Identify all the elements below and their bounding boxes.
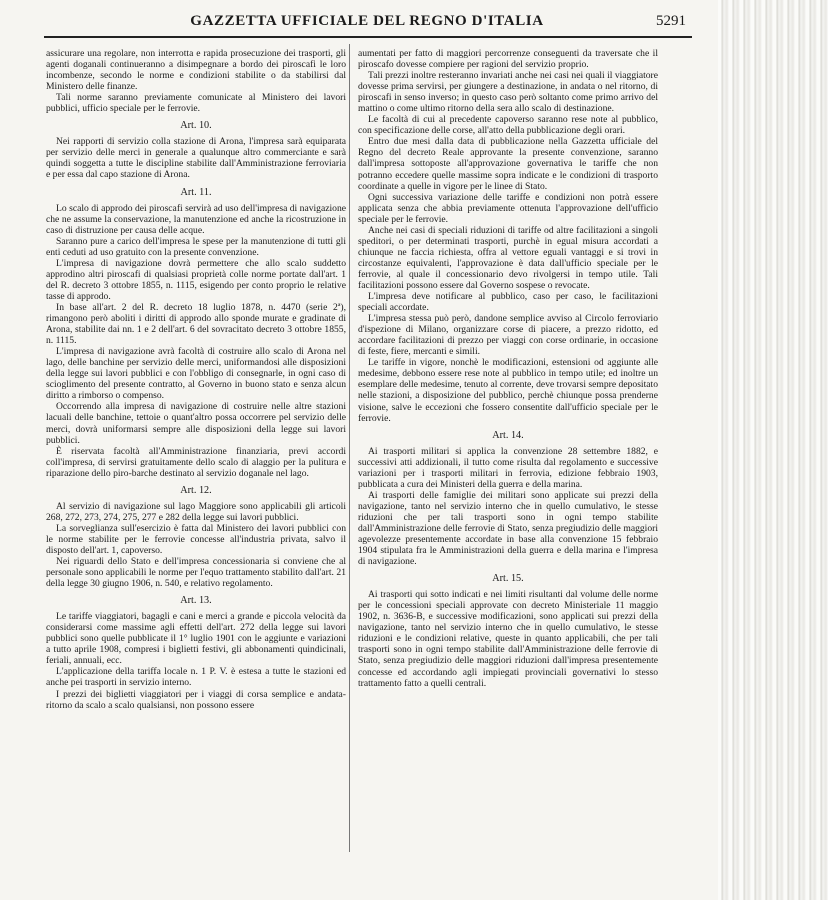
paragraph: Saranno pure a carico dell'impresa le spese per la manutenzione di tutti gli enti ceduti ad uso gratuito con la presente convenzione. bbox=[46, 235, 346, 258]
paragraph: L'impresa deve notificare al pubblico, caso per caso, le facilitazioni speciali accordate. bbox=[358, 291, 658, 314]
article-heading: Art. 11. bbox=[180, 186, 212, 198]
paragraph: Le tariffe viaggiatori, bagagli e cani e merci a grande e piccola velocità da considerarsi come massime agli effetti dell'art. 272 della legge sui lavori pubblici sono quelle pubblicate il 1° luglio 1901 con le aggiunte e variazioni a tutto aprile 1908, compresi i biglietti festivi, gli abbonamenti quindicinali, feriali, annuali, ecc. bbox=[46, 611, 346, 667]
paragraph: L'impresa stessa può però, dandone semplice avviso al Circolo ferroviario d'ispezione di Milano, organizzare corse di piacere, a prezzo ridotto, ed accordare facilitazioni di prezzo per viaggi con corse ordinarie, in occasione di feste, fiere, mercanti e simili. bbox=[358, 313, 658, 358]
article-heading: Art. 10. bbox=[180, 120, 212, 132]
right-column bbox=[358, 48, 658, 898]
paragraph: Occorrendo alla impresa di navigazione di costruire nelle altre stazioni lacuali delle banchine, tettoie o quant'altro possa occorrere pel servizio delle merci, dovrà uniformarsi sempre alle disposizioni della legge sui lavori pubblici. bbox=[46, 401, 346, 446]
page-header bbox=[40, 12, 694, 34]
article-heading: Art. 14. bbox=[492, 429, 524, 441]
paragraph: Ogni successiva variazione delle tariffe e condizioni non potrà essere applicata senza che abbia previamente ottenuta l'approvazione dell'ufficio speciale per le ferrovie. bbox=[358, 191, 658, 225]
paragraph: La sorveglianza sull'esercizio è fatta dal Ministero dei lavori pubblici con le norme stabilite per le ferrovie concesse all'industria privata, salvo il disposto dell'art. 1, capoverso. bbox=[46, 522, 346, 556]
paragraph: Al servizio di navigazione sul lago Maggiore sono applicabili gli articoli 268, 272, 273, 274, 275, 277 e 282 della legge sui lavori pubblici. bbox=[46, 500, 346, 523]
paragraph: I prezzi dei biglietti viaggiatori per i viaggi di corsa semplice e andata-ritorno da scalo a scalo qualsiansi, non possono essere bbox=[46, 688, 346, 711]
gazette-title: GAZZETTA UFFICIALE DEL REGNO D'ITALIA bbox=[190, 13, 544, 29]
paragraph: L'impresa di navigazione avrà facoltà di costruire allo scalo di Arona nel lago, delle banchine per servizio delle merci, uniformandosi alle disposizioni della legge sui lavori pubblici e con l'obbligo di consegnarle, in ogni caso di scioglimento del presente contratto, al Governo in buono stato e senza alcun diritto a rimborso o compenso. bbox=[46, 346, 346, 402]
paragraph: Anche nei casi di speciali riduzioni di tariffe od altre facilitazioni a singoli speditori, o per determinati trasporti, purchè in egual misura accordati a chiunque ne faccia richiesta, offra al vettore eguali vantaggi e si trovi in circostanze equivalenti, l'approvazione è data dall'ufficio speciale per le ferrovie, al quale il concessionario devo rivolgersi in tempo utile. Tali facilitazioni possono essere dal Governo sospese o revocate. bbox=[358, 224, 658, 291]
page-edge-stack bbox=[718, 0, 828, 900]
paragraph: Ai trasporti qui sotto indicati e nei limiti risultanti dal volume delle norme per le concessioni speciali approvate con decreto Ministeriale 11 maggio 1902, n. 3636-B, e successive modificazioni, sono applicati sui prezzi della navigazione, tanto nel servizio interno che in quello cumulativo, le stesse riduzioni e le condizioni relative, queste in quanto applicabili, che per tali trasporti sono in ogni tempo stabilite dall'Amministrazione delle ferrovie di Stato, senza pregiudizio delle maggiori riduzioni dall'impresa presentemente concesse ed accordando agli impiegati provinciali governativi lo stesso trattamento fatto a quelli centrali. bbox=[358, 589, 658, 689]
paragraph: Le tariffe in vigore, nonchè le modificazioni, estensioni od aggiunte alle medesime, debbono essere rese note al pubblico in tempo utile; ed inoltre un esemplare delle medesime, tenuto al corrente, deve trovarsi sempre depositato nelle stazioni, a disposizione del pubblico, perchè chiunque possa prenderne visione, salve le eccezioni che fossero consentite dall'ufficio speciale per le ferrovie. bbox=[358, 357, 658, 424]
paragraph: Nei riguardi dello Stato e dell'impresa concessionaria si conviene che al personale sono applicabili le norme per l'equo trattamento stabilito dall'art. 21 della legge 30 giugno 1906, n. 540, e relativo regolamento. bbox=[46, 556, 346, 590]
paragraph: Entro due mesi dalla data di pubblicazione nella Gazzetta ufficiale del Regno del decreto Reale approvante la presente convenzione, saranno dall'impresa sottoposte all'approvazione governativa le tariffe che non potranno eccedere quelle massime sopra indicate e le condizioni di trasporto coordinate a quelle in vigore per le linee di Stato. bbox=[358, 136, 658, 192]
paragraph: assicurare una regolare, non interrotta e rapida prosecuzione dei trasporti, gli agenti doganali continueranno a disimpegnare a bordo dei piroscafi le loro incombenze, secondo le norme e condizioni stabilite o da stabilirsi dal Ministero delle finanze. bbox=[46, 48, 346, 93]
paragraph: Ai trasporti militari si applica la convenzione 28 settembre 1882, e successivi atti addizionali, il tutto come risulta dal regolamento e successive variazioni per i trasporti militari in ferrovia, edizione febbraio 1903, pubblicata a cura dei Ministeri della guerra e della marina. bbox=[358, 445, 658, 490]
paragraph: Lo scalo di approdo dei piroscafi servirà ad uso dell'impresa di navigazione che ne assume la conservazione, la manutenzione ed anche la ricostruzione in caso di distruzione per causa delle acque. bbox=[46, 202, 346, 236]
header-rule bbox=[44, 36, 692, 38]
page-number: 5291 bbox=[656, 13, 686, 29]
paragraph: L'impresa di navigazione dovrà permettere che allo scalo suddetto approdino altri piroscafi di qualsiasi proprietà colle norme portate dall'art. 1 del R. decreto 3 ottobre 1855, n. 1115, esigendo per conto proprio le relative tasse di approdo. bbox=[46, 257, 346, 302]
left-column bbox=[46, 48, 346, 898]
article-heading: Art. 12. bbox=[180, 484, 212, 496]
paragraph: È riservata facoltà all'Amministrazione finanziaria, previ accordi coll'impresa, di servirsi gratuitamente dello scalo di alaggio per la pulitura e riparazione dello piro-barche destinato al servizio doganale nel lago. bbox=[46, 445, 346, 479]
paragraph: In base all'art. 2 del R. decreto 18 luglio 1878, n. 4470 (serie 2ª), rimangono però aboliti i diritti di approdo allo sponde murate e gradinate di Arona, stabilite dai nn. 1 e 2 dell'art. 6 del sovracitato decreto 3 ottobre 1855, n. 1115. bbox=[46, 301, 346, 347]
paragraph: Ai trasporti delle famiglie dei militari sono applicate sui prezzi della navigazione, tanto nel servizio interno che in quello cumulativo, le stesse riduzioni che per tali trasporti sono in ogni tempo stabilite dall'Amministrazione delle ferrovie di Stato, senza pregiudizio delle maggiori agevolezze presentemente accordate in base alla convenzione 15 febbraio 1904 stipulata fra le Amministrazioni della guerra e della marina e l'impresa di navigazione. bbox=[358, 489, 658, 568]
article-heading: Art. 13. bbox=[180, 595, 212, 607]
column-divider bbox=[349, 44, 350, 852]
paragraph: aumentati per fatto di maggiori percorrenze conseguenti da traversate che il piroscafo dovesse compiere per ragioni del servizio proprio. bbox=[358, 48, 658, 71]
article-heading: Art. 15. bbox=[492, 573, 524, 585]
paragraph: Nei rapporti di servizio colla stazione di Arona, l'impresa sarà equiparata per servizio delle merci in generale a qualunque altro commerciante e sarà quindi soggetta a tutte le discipline stabilite dall'Amministrazione ferroviaria e per essa dal capo stazione di Arona. bbox=[46, 136, 346, 181]
paragraph: Le facoltà di cui al precedente capoverso saranno rese note al pubblico, con specificazione delle corse, all'atto della pubblicazione degli orari. bbox=[358, 114, 658, 137]
paragraph: L'applicazione della tariffa locale n. 1 P. V. è estesa a tutte le stazioni ed anche pei trasporti in servizio interno. bbox=[46, 666, 346, 689]
paragraph: Tali prezzi inoltre resteranno invariati anche nei casi nei quali il viaggiatore dovesse prima servirsi, per giungere a destinazione, in andata o nel ritorno, di piroscafi in senso inverso; in questo caso però soltanto come primo arrivo del mattino o come ultimo ritorno della sera allo scalo di destinazione. bbox=[358, 70, 658, 115]
paragraph: Tali norme saranno previamente comunicate al Ministero dei lavori pubblici, ufficio speciale per le ferrovie. bbox=[46, 92, 346, 115]
